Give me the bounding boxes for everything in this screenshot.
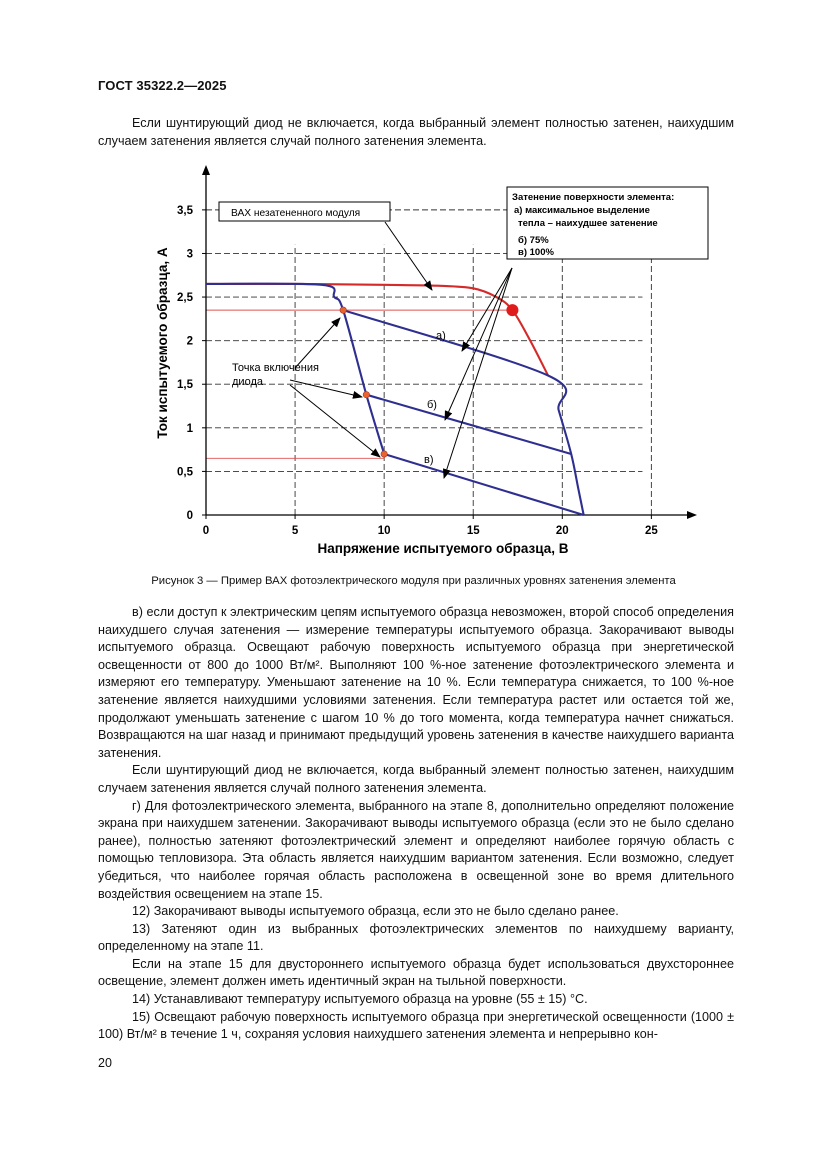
body-paragraph: Если шунтирующий диод не включается, когда выбранный элемент полностью затенен, наихудшим случаем затенения является случай полного затенения элемента. — [98, 763, 734, 795]
series-shading-b — [366, 395, 571, 454]
intro-paragraph: Если шунтирующий диод не включается, когда выбранный элемент полностью затенен, наихудшим случаем затенения является случай полного затенения элемента. — [98, 116, 734, 148]
callout-shading-b: б) 75% — [518, 235, 549, 246]
y-axis-title: Ток испытуемого образца, А — [155, 247, 170, 439]
callout-shading-a1: а) максимальное выделение — [514, 205, 650, 216]
callout-unshaded-text: ВАХ незатененного модуля — [231, 208, 361, 219]
body-paragraph: 14) Устанавливают температуру испытуемого образца на уровне (55 ± 15) °C. — [132, 992, 588, 1007]
arrow-bypass-2 — [290, 380, 362, 397]
y-tick-label: 1 — [186, 422, 193, 435]
bypass-label-line1: Точка включения — [232, 362, 319, 374]
arrow-bypass-1 — [295, 318, 340, 368]
x-axis-arrow — [687, 511, 697, 519]
marker-points — [340, 304, 518, 457]
curve-label-a: а) — [436, 330, 446, 342]
series-curves — [206, 284, 584, 515]
callout-shading-a2: тепла – наихудшее затенение — [518, 218, 658, 229]
body-paragraph: г) Для фотоэлектрического элемента, выбранного на этапе 8, дополнительно определяют положение экрана при наихудшем затенении. Закорачивают выводы испытуемого образца (если это не было сделано ранее), полностью затеняют фотоэлектрический элемент и определяют наиболее горячую область с помощью тепловизора. Эта область является наихудшим вариантом затенения. Если возможно, следует убедиться, что наиболее горячая область расположена в освещенной зоне во время длительного воздействия освещением на этапе 15. — [98, 798, 734, 901]
mpp-point — [506, 304, 518, 316]
series-shading-c — [384, 454, 584, 515]
annotations — [219, 187, 708, 478]
curve-label-c: в) — [424, 454, 434, 466]
bypass-point — [340, 307, 346, 313]
bypass-point — [363, 391, 369, 397]
x-tick-label: 15 — [466, 525, 480, 537]
y-tick-label: 0,5 — [177, 466, 193, 479]
x-tick-label: 10 — [377, 525, 391, 537]
y-tick-label: 3 — [186, 248, 193, 261]
y-tick-label: 0 — [186, 510, 193, 522]
bypass-label-line2: диода — [232, 376, 263, 388]
x-tick-label: 20 — [555, 525, 569, 537]
body-paragraph: в) если доступ к электрическим цепям испытуемого образца невозможен, второй способ определения наихудшего случая затенения — измерение температуры испытуемого образца. Закорачивают выводы испытуемого образца. Освещают рабочую поверхность испытуемого образца при энергетической освещенности от 800 до 1000 Вт/м². Выполняют 100 %-ное затенение фотоэлектрического элемента и измеряют его температуру. Уменьшают затенение на 10 %. Если температура снижается, то 100 %-ное затенение является наихудшими условиями затенения. Если температура растет или остается той же, продолжают уменьшать затенение с шагом 10 % до того момента, когда температура начнет снижаться. Возвращаются на шаг назад и принимают предыдущий уровень затенения в качестве наихудшего варианта затенения. — [98, 605, 734, 760]
y-tick-label: 1,5 — [177, 379, 193, 392]
body-paragraph: 12) Закорачивают выводы испытуемого образца, если это не было сделано ранее. — [132, 904, 619, 919]
y-tick-label: 3,5 — [177, 204, 193, 217]
x-tick-label: 0 — [202, 525, 210, 537]
bypass-point — [381, 451, 387, 457]
document-header: ГОСТ 35322.2—2025 — [98, 78, 227, 93]
figure-caption: Рисунок 3 — Пример ВАХ фотоэлектрического модуля при различных уровнях затенения элемента — [151, 575, 676, 587]
x-axis-title: Напряжение испытуемого образца, В — [317, 541, 569, 556]
curve-label-b: б) — [427, 399, 437, 411]
x-tick-label: 25 — [644, 525, 658, 537]
y-tick-label: 2,5 — [177, 292, 193, 305]
arrow-unshaded — [385, 222, 432, 290]
y-axis-arrow — [202, 165, 210, 175]
arrow-shading-c — [444, 268, 512, 478]
x-tick-label: 5 — [291, 525, 299, 537]
page-number: 20 — [98, 1056, 112, 1070]
body-paragraph: 13) Затеняют один из выбранных фотоэлектрических элементов по наихудшему варианту, определенному на этапе 11. — [98, 921, 734, 954]
callout-shading-c: в) 100% — [518, 247, 554, 258]
arrow-shading-a — [462, 268, 512, 351]
body-paragraph: 15) Освещают рабочую поверхность испытуемого образца при энергетической освещенности (1000 ± 100) Вт/м² в течение 1 ч, сохраняя условия наихудшего затенения элемента и непрерывно кон- — [98, 1009, 734, 1042]
body-paragraph: Если на этапе 15 для двустороннего испытуемого образца будет использоваться двухстороннее освещение, элемент должен иметь идентичный экран на тыльной поверхности. — [98, 956, 734, 989]
y-tick-label: 2 — [186, 335, 193, 348]
body-text — [98, 604, 734, 1044]
callout-shading-title: Затенение поверхности элемента: — [512, 192, 675, 203]
